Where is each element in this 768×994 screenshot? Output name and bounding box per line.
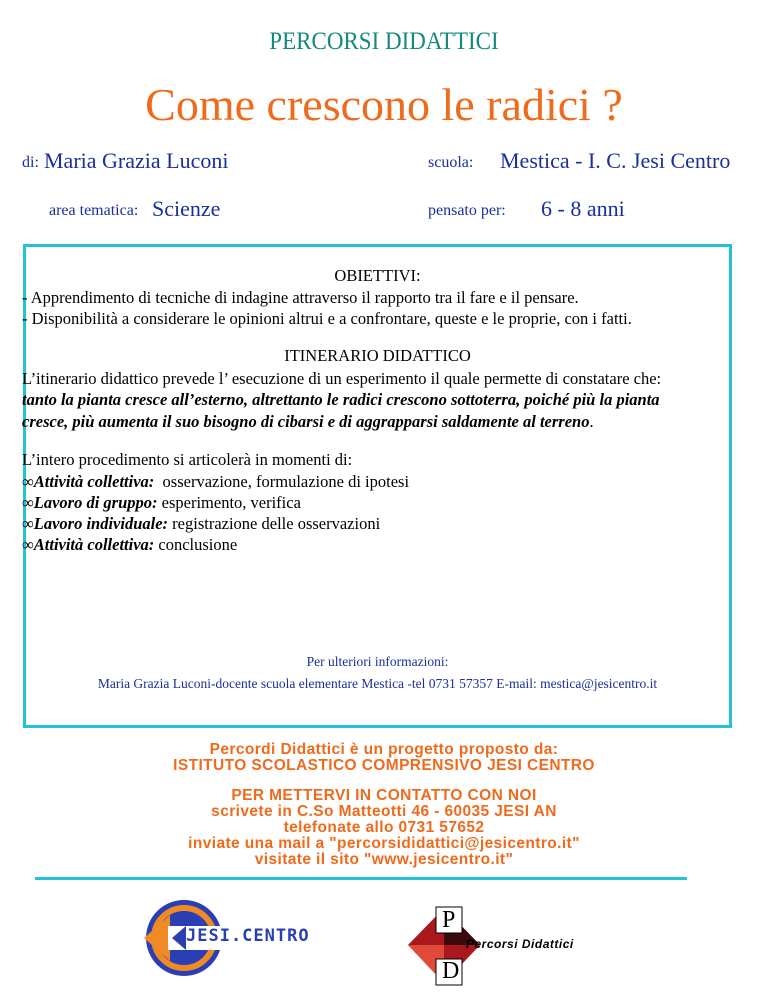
info-title: Per ulteriori informazioni: xyxy=(306,654,449,669)
step-item xyxy=(22,493,301,513)
infinity-bullet-icon: ∞ xyxy=(22,514,34,533)
area-label: area tematica: xyxy=(49,202,139,219)
school-value: Mestica - I. C. Jesi Centro xyxy=(500,148,731,173)
step-text: registrazione delle osservazioni xyxy=(168,514,381,533)
footer-divider xyxy=(35,877,687,880)
infinity-bullet-icon: ∞ xyxy=(22,535,34,554)
objective-item: - Apprendimento di tecniche di indagine attraverso il rapporto tra il fare e il pensare. xyxy=(22,288,579,307)
step-label: Lavoro di gruppo: xyxy=(33,493,158,512)
step-item xyxy=(22,472,409,492)
itinerary-intro: L’itinerario didattico prevede l’ esecuzione di un esperimento il quale permette di constatare che: xyxy=(22,369,662,388)
step-label: Attività collettiva: xyxy=(33,535,155,554)
footer-website[interactable]: visitate il sito "www.jesicentro.it" xyxy=(254,851,514,868)
itinerary-emphasis: cresce, più aumenta il suo bisogno di cibarsi e di aggrapparsi saldamente al terreno xyxy=(22,412,590,431)
pd-letter-d: D xyxy=(442,958,460,984)
area-value: Scienze xyxy=(152,196,221,221)
age-label: pensato per: xyxy=(428,202,506,219)
step-item xyxy=(22,535,237,555)
procedure-intro: L’intero procedimento si articolerà in momenti di: xyxy=(22,450,353,469)
pd-letter-p: P xyxy=(442,907,456,933)
step-text: esperimento, verifica xyxy=(157,493,301,512)
page-title: Come crescono le radici ? xyxy=(145,79,623,130)
author-label: di: xyxy=(22,154,39,171)
itinerary-emphasis-line xyxy=(22,412,594,432)
infinity-bullet-icon: ∞ xyxy=(22,472,34,491)
jesi-centro-logo xyxy=(140,893,310,983)
footer-contact-heading: PER METTERVI IN CONTATTO CON NOI xyxy=(231,787,537,804)
footer-email[interactable]: inviate una mail a "percorsididattici@jesicentro.it" xyxy=(188,835,580,852)
info-contact: Maria Grazia Luconi-docente scuola elementare Mestica -tel 0731 57357 E-mail: mestica@jesicentro.it xyxy=(97,676,658,691)
step-text: osservazione, formulazione di ipotesi xyxy=(154,472,410,491)
school-label: scuola: xyxy=(428,154,474,171)
step-item xyxy=(22,514,380,534)
header-label: PERCORSI DIDATTICI xyxy=(269,28,499,55)
step-label: Attività collettiva: xyxy=(33,472,155,491)
step-label: Lavoro individuale: xyxy=(33,514,169,533)
age-value: 6 - 8 anni xyxy=(541,196,625,221)
objective-item: - Disponibilità a considerare le opinioni altrui e a confrontare, queste e le proprie, con i fatti. xyxy=(22,309,632,328)
percorsi-didattici-logo xyxy=(404,905,604,987)
footer-phone: telefonate allo 0731 57652 xyxy=(283,819,485,836)
pd-logo-text: Percorsi Didattici xyxy=(466,937,574,951)
footer-institute: ISTITUTO SCOLASTICO COMPRENSIVO JESI CENTRO xyxy=(173,757,595,774)
footer-address: scrivete in C.So Matteotti 46 - 60035 JESI AN xyxy=(211,803,557,820)
footer-project-line: Percordi Didattici è un progetto proposto da: xyxy=(209,741,559,758)
author-value: Maria Grazia Luconi xyxy=(44,148,229,173)
itinerary-emphasis: tanto la pianta cresce all’esterno, altrettanto le radici crescono sottoterra, poiché più la pianta xyxy=(22,390,660,409)
objectives-title: OBIETTIVI: xyxy=(334,266,421,285)
step-text: conclusione xyxy=(154,535,238,554)
jesi-centro-logo-text: JESI.CENTRO xyxy=(186,926,310,946)
itinerary-period: . xyxy=(589,412,594,431)
infinity-bullet-icon: ∞ xyxy=(22,493,34,512)
itinerary-title: ITINERARIO DIDATTICO xyxy=(284,346,471,365)
